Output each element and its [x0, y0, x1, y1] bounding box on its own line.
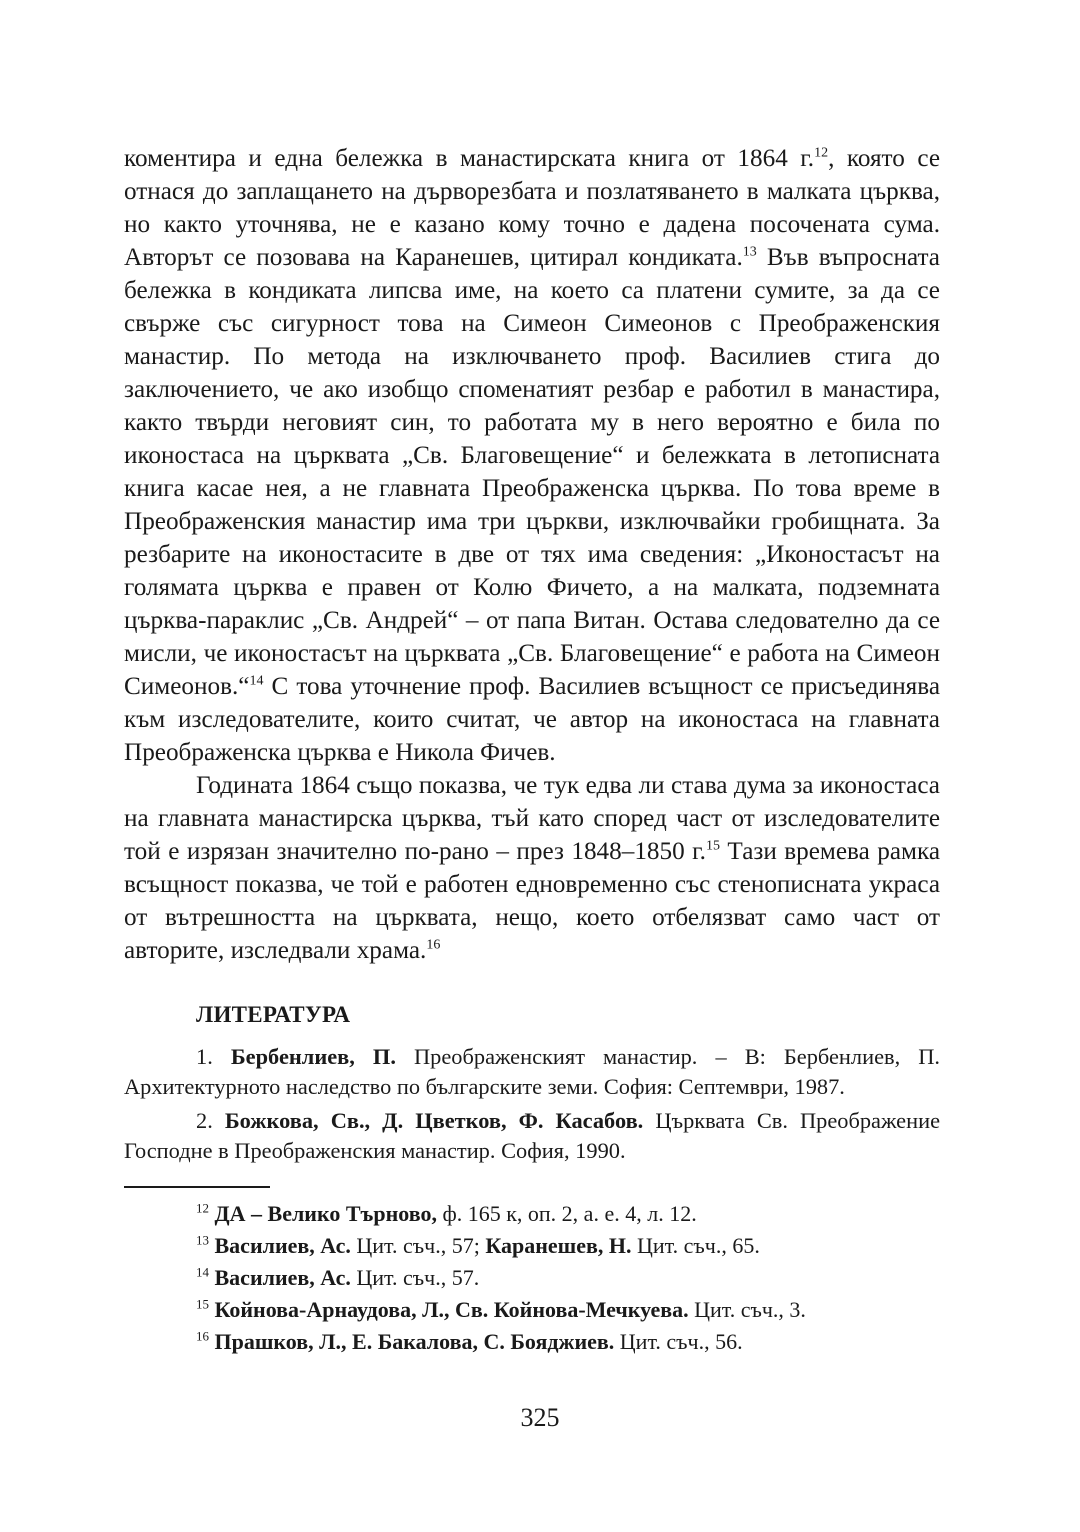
text-run: Във въпросната бележка в кондиката липсва име, на което са платени сумите, за да се свърже със сигурност това на Симеон Симеонов с Преображенския манастир. По метода на изключването проф. Василиев стига до заключението, че ако изобщо споменатият резбар е работил в манастира, както твърди неговият син, то работата му в него вероятно е била по иконостаса на църквата „Св. Благовещение“ и бележката в летописната книга касае нея, а не главната Преображенска църква. По това време в Преображенския манастир има три църкви, изключвайки гробищната. За резбарите на иконостасите в две от тях има сведения: „Иконостасът на голямата църква е правен от Колю Фичето, а на малката, подземната църква-параклис „Св. Андрей“ – от папа Витан. Остава следователно да се мисли, че иконостасът на църквата „Св. Благовещение“ е работа на Симеон Симеонов.“	[124, 244, 940, 700]
author-name: Прашков, Л., Е. Бакалова, С. Бояджиев.	[209, 1329, 615, 1354]
text-run: Цит. съч., 56.	[614, 1329, 743, 1354]
text-run: Годината 1864 също показва, че тук едва ли става дума за иконостаса на главната манастирска църква, тъй като според част от изследователите той е изрязан значително по-рано – през 1848–1850 г.	[124, 772, 940, 865]
text-run: Преображенският манастир. – В: Бербенлиев, П. Архитектурното наследство по българските земи. София: Септември, 1987.	[124, 1044, 940, 1099]
footnote-ref: 14	[249, 673, 264, 689]
page-number: 325	[520, 1403, 560, 1432]
author-name: Василиев, Ас.	[209, 1265, 351, 1290]
text-run: Цит. съч., 57;	[350, 1233, 486, 1258]
body-text	[124, 142, 940, 967]
literature-list	[124, 1042, 940, 1166]
footnote-separator	[124, 1186, 270, 1188]
footnote-ref: 16	[196, 1328, 209, 1344]
footnote	[196, 1262, 940, 1293]
paragraph	[124, 769, 940, 967]
literature-item	[124, 1042, 940, 1102]
text-run: 2.	[196, 1108, 225, 1133]
text-run: С това уточнение проф. Василиев всъщност се присъединява към изследователите, които считат, че автор на иконостаса на главната Преображенска църква е Никола Фичев.	[124, 673, 940, 766]
text-run: Цит. съч., 65.	[631, 1233, 760, 1258]
footnote-ref: 15	[705, 838, 720, 854]
text-run: Тази времева рамка всъщност показва, че той е работен едновременно със стенописната украса от вътрешността на църквата, нещо, което отбелязват само част от авторите, изследвали храма.	[124, 838, 940, 964]
footnote	[196, 1326, 940, 1357]
paragraph	[124, 142, 940, 769]
author-name: Койнова-Арнаудова, Л., Св. Койнова-Мечкуева.	[209, 1297, 689, 1322]
author-name: Каранешев, Н.	[485, 1233, 632, 1258]
footnote-ref: 13	[742, 244, 757, 260]
text-run: ф. 165 к, оп. 2, а. е. 4, л. 12.	[436, 1201, 697, 1226]
footnote-ref: 12	[196, 1200, 209, 1216]
page-content	[124, 142, 940, 1358]
author-name: Бербенлиев, П.	[230, 1044, 396, 1069]
text-run: Цит. съч., 3.	[688, 1297, 806, 1322]
footnote	[196, 1294, 940, 1325]
literature-item	[124, 1106, 940, 1166]
footnote-ref: 14	[196, 1264, 209, 1280]
literature-heading: ЛИТЕРАТУРА	[196, 1002, 351, 1027]
text-run: коментира и една бележка в манастирската книга от 1864 г.	[124, 145, 815, 172]
footnote-ref: 12	[814, 145, 829, 161]
author-name: ДА – Велико Търново,	[209, 1201, 437, 1226]
footnote-ref: 13	[196, 1232, 209, 1248]
footnote-ref: 15	[196, 1296, 209, 1312]
footnote	[196, 1198, 940, 1229]
text-run: Църквата Св. Преображение Господне в Преображенския манастир. София, 1990.	[124, 1108, 941, 1163]
text-run: , която се отнася до заплащането на дърворезбата и позлатяването в малката църква, но както уточнява, не е казано кому точно е дадена посочената сума. Авторът се позовава на Каранешев, цитирал кондиката.	[124, 145, 940, 271]
author-name: Божкова, Св., Д. Цветков, Ф. Касабов.	[224, 1108, 644, 1133]
footnote	[196, 1230, 940, 1261]
footnotes	[124, 1198, 940, 1357]
text-run: 1.	[196, 1044, 231, 1069]
footnote-ref: 16	[426, 937, 441, 953]
text-run: Цит. съч., 57.	[350, 1265, 480, 1290]
author-name: Василиев, Ас.	[209, 1233, 351, 1258]
